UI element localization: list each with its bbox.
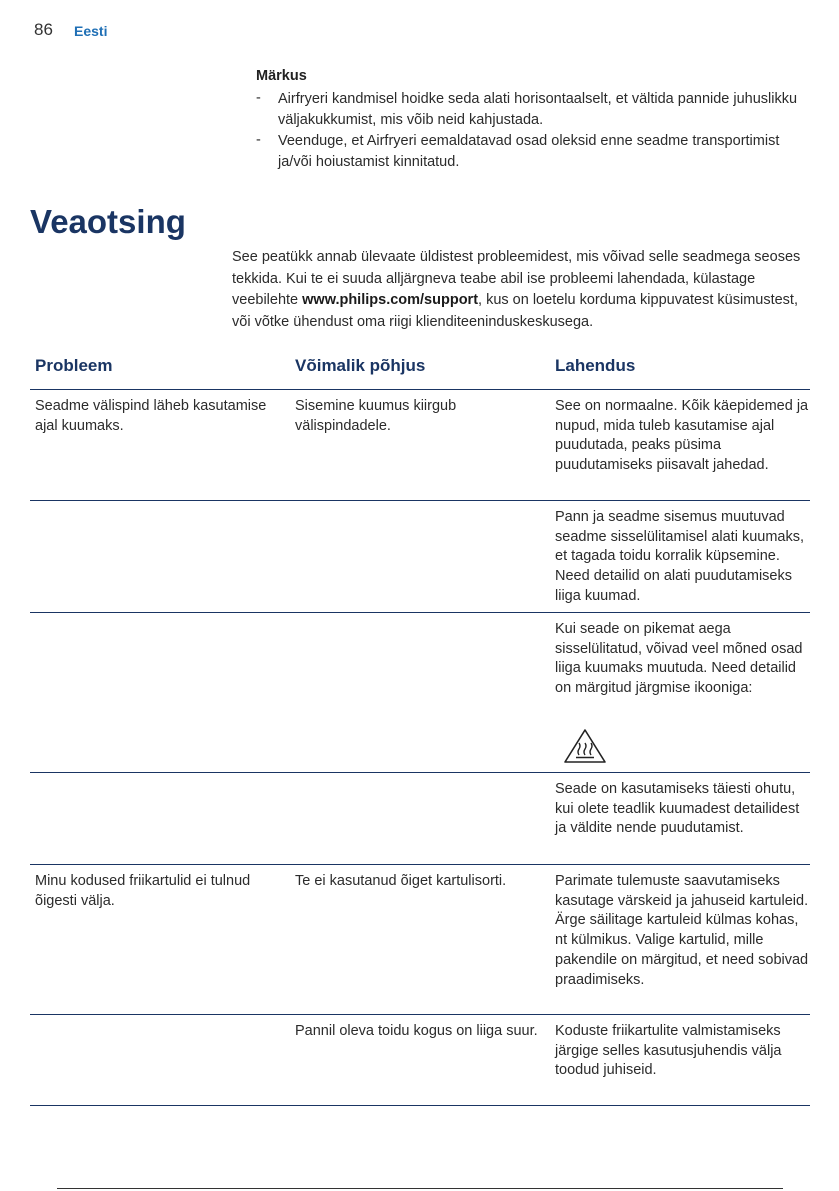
note-dash: - [256,132,261,148]
support-link[interactable]: www.philips.com/support [302,292,479,308]
table-row [30,1017,810,1106]
solution-cell: Pann ja seadme sisemus muutuvad seadme sisselülitamisel alati kuumaks, et tagada toidu korralik küpsemine. Need detailid on alati puudutamiseks liiga kuumad. [555,509,805,604]
header-solution: Lahendus [555,356,636,375]
problem-cell: Minu kodused friikartulid ei tulnud õigesti välja. [35,873,251,909]
header-cause: Võimalik põhjus [295,356,426,375]
note-item [256,89,816,131]
table-row [30,615,810,773]
table-header [30,353,810,390]
section-intro [232,247,812,333]
intro-text-before: See peatükk annab ülevaate üldistest probleemidest, mis võivad selle seadmega seoses tekkida. Kui te ei suuda alljärgneva teabe abil ise probleemi lahendada, külastage veebilehte [232,249,801,308]
solution-cell: Kui seade on pikemat aega sisselülitatud, võivad veel mõned osad liiga kuumaks muutuda. Need detailid on märgitud järgmise ikooniga: [555,621,803,697]
header-problem: Probleem [35,356,113,375]
problem-cell: Seadme välispind läheb kasutamise ajal kuumaks. [35,398,267,434]
hot-surface-warning-icon [563,728,607,764]
page-number: 86 [34,20,53,39]
intro-text-after: , kus on loetelu korduma kippuvatest küsimustest, või võtke ühendust oma riigi klienditeeninduskeskusega. [232,292,798,330]
cause-cell: Pannil oleva toidu kogus on liiga suur. [295,1023,538,1039]
language-label: Eesti [74,23,108,39]
note-item-text: Veenduge, et Airfryeri eemaldatavad osad oleksid enne seadme transportimist ja/või hoiustamist kinnitatud. [278,133,780,170]
footer-divider [57,1188,783,1189]
solution-cell: Seade on kasutamiseks täiesti ohutu, kui olete teadlik kuumadest detailidest ja väldite nende puudutamist. [555,781,800,837]
table-row [30,867,810,1015]
note-dash: - [256,90,261,106]
cause-cell: Sisemine kuumus kiirgub välispindadele. [295,398,457,434]
solution-cell: See on normaalne. Kõik käepidemed ja nupud, mida tuleb kasutamise ajal puudutada, peaks püsima puudutamiseks piisavalt jahedad. [555,398,809,474]
note-box [256,66,816,173]
table-row [30,503,810,613]
note-title: Märkus [256,68,307,84]
section-title: Veaotsing [30,203,186,240]
note-item [256,131,816,173]
solution-cell: Parimate tulemuste saavutamiseks kasutage värskeid ja jahuseid kartuleid. Ärge säilitage kartuleid külmas kohas, nt külmikus. Valige kartulid, mille pakendile on märgitud, et need sobivad praadimiseks. [555,873,809,988]
table-row [30,775,810,865]
note-item-text: Airfryeri kandmisel hoidke seda alati horisontaalselt, et vältida pannide juhuslikku väljakukkumist, mis võib neid kahjustada. [278,91,798,128]
solution-cell: Koduste friikartulite valmistamiseks järgige selles kasutusjuhendis välja toodud juhiseid. [555,1023,782,1079]
table-row [30,392,810,501]
cause-cell: Te ei kasutanud õiget kartulisorti. [295,873,507,889]
